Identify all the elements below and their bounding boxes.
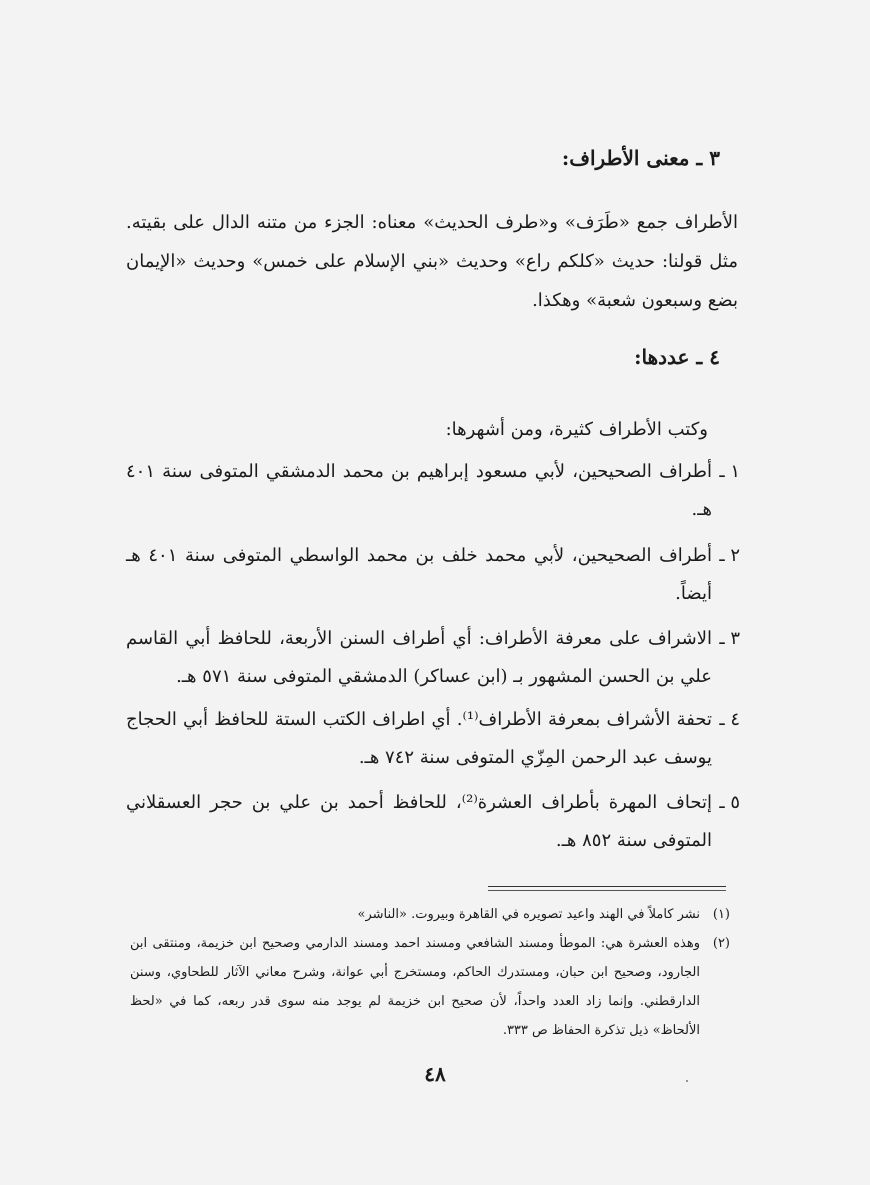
list-item-1 [126, 453, 740, 529]
footnote-1 [130, 900, 730, 929]
list-item-4 [126, 701, 740, 777]
list-item-5 [126, 784, 740, 860]
section-4-heading: ٤ ـ عددها: [634, 345, 720, 369]
section-4-intro: وكتب الأطراف كثيرة، ومن أشهرها: [445, 419, 708, 440]
footnote-number: (١) [712, 907, 730, 922]
list-item-number: ٤ ـ [719, 709, 740, 730]
list-item-3 [126, 620, 740, 696]
list-item-text: أطراف الصحيحين، لأبي محمد خلف بن محمد الواسطي المتوفى سنة ٤٠١ هـ أيضاً. [126, 545, 712, 604]
list-item-number: ٢ ـ [719, 545, 740, 566]
list-item-2 [126, 537, 740, 613]
list-item-number: ٣ ـ [719, 628, 740, 649]
speck [686, 1080, 688, 1082]
footnote-number: (٢) [712, 936, 730, 951]
list-item-text: تحفة الأشراف بمعرفة الأطراف⁽¹⁾. أي اطراف الكتب الستة للحافظ أبي الحجاج يوسف عبد الرحمن المِزّي المتوفى سنة ٧٤٢ هـ. [126, 709, 712, 768]
list-item-text: إتحاف المهرة بأطراف العشرة⁽²⁾، للحافظ أحمد بن علي بن حجر العسقلاني المتوفى سنة ٨٥٢ هـ. [126, 792, 712, 851]
section-3-body: الأطراف جمع «طَرَف» و«طرف الحديث» معناه: الجزء من متنه الدال على بقيته. مثل قولنا: حديث «كلكم راع» وحديث «بني الإسلام على خمس» وحديث «الإيمان بضع وسبعون شعبة» وهكذا. [126, 212, 738, 311]
list-item-text: أطراف الصحيحين، لأبي مسعود إبراهيم بن محمد الدمشقي المتوفى سنة ٤٠١ هـ. [126, 461, 712, 520]
list-item-text: الاشراف على معرفة الأطراف: أي أطراف السنن الأربعة، للحافظ أبي القاسم علي بن الحسن المشهور بـ (ابن عساكر) الدمشقي المتوفى سنة ٥٧١ هـ. [126, 628, 712, 687]
section-3-heading: ٣ ـ معنى الأطراف: [561, 146, 720, 170]
footnote-text: نشر كاملاً في الهند واعيد تصويره في القاهرة وبيروت. «الناشر» [357, 907, 700, 922]
list-item-number: ١ ـ [719, 461, 740, 482]
footnote-separator [488, 886, 726, 891]
footnote-2 [130, 929, 730, 1045]
list-item-number: ٥ ـ [719, 792, 740, 813]
page-number: ٤٨ [424, 1062, 446, 1086]
footnote-text: وهذه العشرة هي: الموطأ ومسند الشافعي ومسند احمد ومسند الدارمي وصحيح ابن خزيمة، ومنتقى ابن الجارود، وصحيح ابن حبان، ومستدرك الحاكم، ومستخرج أبي عوانة، وشرح معاني الآثار للطحاوي، وسنن الدارقطني. وإنما زاد العدد واحداً، لأن صحيح ابن خزيمة لم يوجد منه سوى قدر ربعه، كما في «لحظ الألحاظ» ذيل تذكرة الحفاظ ص ٣٣٣. [130, 936, 700, 1038]
